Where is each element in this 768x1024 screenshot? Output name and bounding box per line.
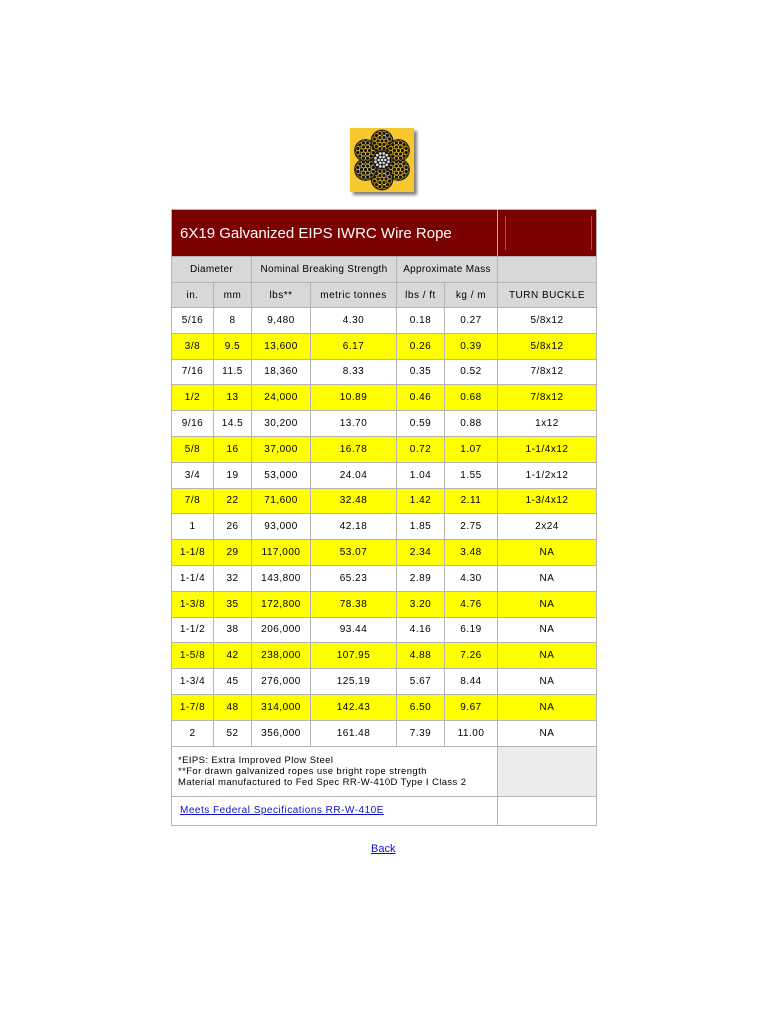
table-row bbox=[172, 462, 597, 488]
cell-breaking-tonnes: 13.70 bbox=[311, 411, 397, 437]
cell-diameter-in: 1-1/2 bbox=[172, 617, 214, 643]
cell-mass-kg-m: 1.07 bbox=[445, 436, 498, 462]
cell-diameter-mm: 42 bbox=[214, 643, 252, 669]
cell-mass-kg-m: 11.00 bbox=[445, 720, 498, 746]
cell-mass-lbs-ft: 1.85 bbox=[397, 514, 445, 540]
cell-mass-lbs-ft: 0.72 bbox=[397, 436, 445, 462]
cell-turn-buckle: 1-1/4x12 bbox=[498, 436, 597, 462]
cell-diameter-in: 3/8 bbox=[172, 333, 214, 359]
table-row bbox=[172, 411, 597, 437]
group-header-blank bbox=[498, 257, 597, 283]
cell-diameter-mm: 11.5 bbox=[214, 359, 252, 385]
table-row bbox=[172, 308, 597, 334]
cell-diameter-mm: 26 bbox=[214, 514, 252, 540]
cell-breaking-lbs: 238,000 bbox=[252, 643, 311, 669]
cell-diameter-in: 5/16 bbox=[172, 308, 214, 334]
cell-breaking-tonnes: 125.19 bbox=[311, 669, 397, 695]
cell-turn-buckle: NA bbox=[498, 694, 597, 720]
cell-turn-buckle: NA bbox=[498, 565, 597, 591]
cell-turn-buckle: 1-1/2x12 bbox=[498, 462, 597, 488]
cell-diameter-mm: 29 bbox=[214, 540, 252, 566]
footnote-galvanized: **For drawn galvanized ropes use bright rope strength bbox=[178, 765, 427, 777]
cell-mass-lbs-ft: 1.42 bbox=[397, 488, 445, 514]
cell-mass-kg-m: 0.52 bbox=[445, 359, 498, 385]
cell-breaking-lbs: 37,000 bbox=[252, 436, 311, 462]
cell-turn-buckle: NA bbox=[498, 540, 597, 566]
cell-mass-kg-m: 1.55 bbox=[445, 462, 498, 488]
cell-breaking-lbs: 13,600 bbox=[252, 333, 311, 359]
cell-breaking-tonnes: 4.30 bbox=[311, 308, 397, 334]
spec-link-side-blank bbox=[498, 796, 597, 825]
cell-mass-lbs-ft: 0.59 bbox=[397, 411, 445, 437]
cell-breaking-lbs: 18,360 bbox=[252, 359, 311, 385]
group-header-strength: Nominal Breaking Strength bbox=[252, 257, 397, 283]
cell-breaking-tonnes: 93.44 bbox=[311, 617, 397, 643]
table-row bbox=[172, 694, 597, 720]
cell-turn-buckle: NA bbox=[498, 591, 597, 617]
table-row bbox=[172, 617, 597, 643]
cell-diameter-mm: 9.5 bbox=[214, 333, 252, 359]
cell-breaking-tonnes: 8.33 bbox=[311, 359, 397, 385]
cell-mass-kg-m: 8.44 bbox=[445, 669, 498, 695]
wire-rope-spec-table bbox=[171, 209, 597, 826]
cell-diameter-mm: 52 bbox=[214, 720, 252, 746]
cell-diameter-in: 1-3/4 bbox=[172, 669, 214, 695]
cell-turn-buckle: 1x12 bbox=[498, 411, 597, 437]
cell-diameter-in: 1 bbox=[172, 514, 214, 540]
cell-breaking-tonnes: 142.43 bbox=[311, 694, 397, 720]
column-header-lbs-per-ft: lbs / ft bbox=[397, 283, 445, 308]
table-row bbox=[172, 488, 597, 514]
cell-breaking-lbs: 53,000 bbox=[252, 462, 311, 488]
table-row bbox=[172, 540, 597, 566]
cell-turn-buckle: 7/8x12 bbox=[498, 359, 597, 385]
cell-diameter-mm: 16 bbox=[214, 436, 252, 462]
table-row bbox=[172, 333, 597, 359]
cell-breaking-tonnes: 42.18 bbox=[311, 514, 397, 540]
cell-turn-buckle: NA bbox=[498, 617, 597, 643]
table-row bbox=[172, 385, 597, 411]
cell-mass-kg-m: 2.11 bbox=[445, 488, 498, 514]
cell-mass-lbs-ft: 1.04 bbox=[397, 462, 445, 488]
cell-breaking-tonnes: 161.48 bbox=[311, 720, 397, 746]
cell-breaking-lbs: 356,000 bbox=[252, 720, 311, 746]
cell-breaking-tonnes: 107.95 bbox=[311, 643, 397, 669]
cell-mass-lbs-ft: 4.88 bbox=[397, 643, 445, 669]
cell-breaking-lbs: 93,000 bbox=[252, 514, 311, 540]
cell-breaking-tonnes: 16.78 bbox=[311, 436, 397, 462]
footnote-side-blank bbox=[498, 746, 597, 796]
cell-mass-lbs-ft: 3.20 bbox=[397, 591, 445, 617]
table-row bbox=[172, 643, 597, 669]
cell-diameter-in: 1-3/8 bbox=[172, 591, 214, 617]
cell-diameter-in: 1-5/8 bbox=[172, 643, 214, 669]
cell-breaking-lbs: 30,200 bbox=[252, 411, 311, 437]
cell-diameter-mm: 48 bbox=[214, 694, 252, 720]
title-side-panel bbox=[498, 210, 597, 257]
footnote-fed-spec: Material manufactured to Fed Spec RR-W-410D Type I Class 2 bbox=[178, 776, 467, 788]
cell-diameter-in: 9/16 bbox=[172, 411, 214, 437]
group-header-mass: Approximate Mass bbox=[397, 257, 498, 283]
cell-breaking-lbs: 206,000 bbox=[252, 617, 311, 643]
table-row bbox=[172, 591, 597, 617]
cell-turn-buckle: 5/8x12 bbox=[498, 333, 597, 359]
cell-mass-lbs-ft: 0.26 bbox=[397, 333, 445, 359]
cell-diameter-in: 1-1/8 bbox=[172, 540, 214, 566]
cell-diameter-mm: 45 bbox=[214, 669, 252, 695]
table-row bbox=[172, 514, 597, 540]
cell-breaking-tonnes: 24.04 bbox=[311, 462, 397, 488]
column-header-kg-per-m: kg / m bbox=[445, 283, 498, 308]
cell-breaking-lbs: 314,000 bbox=[252, 694, 311, 720]
cell-breaking-lbs: 24,000 bbox=[252, 385, 311, 411]
table-row bbox=[172, 436, 597, 462]
cell-mass-lbs-ft: 0.46 bbox=[397, 385, 445, 411]
column-header-metric-tonnes: metric tonnes bbox=[311, 283, 397, 308]
federal-spec-link[interactable]: Meets Federal Specifications RR-W-410E bbox=[180, 805, 384, 817]
footnote-eips: *EIPS: Extra Improved Plow Steel bbox=[178, 754, 334, 766]
cell-breaking-lbs: 117,000 bbox=[252, 540, 311, 566]
cell-diameter-in: 1/2 bbox=[172, 385, 214, 411]
cell-breaking-tonnes: 53.07 bbox=[311, 540, 397, 566]
cell-breaking-tonnes: 6.17 bbox=[311, 333, 397, 359]
cell-mass-kg-m: 7.26 bbox=[445, 643, 498, 669]
cell-diameter-in: 7/8 bbox=[172, 488, 214, 514]
cell-turn-buckle: NA bbox=[498, 720, 597, 746]
cell-turn-buckle: 7/8x12 bbox=[498, 385, 597, 411]
cell-turn-buckle: NA bbox=[498, 643, 597, 669]
cell-diameter-mm: 32 bbox=[214, 565, 252, 591]
cell-turn-buckle: 5/8x12 bbox=[498, 308, 597, 334]
table-row bbox=[172, 359, 597, 385]
cell-diameter-in: 3/4 bbox=[172, 462, 214, 488]
cell-mass-kg-m: 9.67 bbox=[445, 694, 498, 720]
wire-rope-logo bbox=[350, 128, 414, 192]
cell-mass-lbs-ft: 7.39 bbox=[397, 720, 445, 746]
cell-mass-kg-m: 3.48 bbox=[445, 540, 498, 566]
cell-breaking-lbs: 276,000 bbox=[252, 669, 311, 695]
cell-diameter-mm: 22 bbox=[214, 488, 252, 514]
cell-breaking-tonnes: 32.48 bbox=[311, 488, 397, 514]
spec-link-cell bbox=[172, 796, 498, 825]
cell-breaking-tonnes: 10.89 bbox=[311, 385, 397, 411]
cell-diameter-mm: 8 bbox=[214, 308, 252, 334]
cell-mass-lbs-ft: 5.67 bbox=[397, 669, 445, 695]
cell-mass-lbs-ft: 2.34 bbox=[397, 540, 445, 566]
cell-mass-lbs-ft: 6.50 bbox=[397, 694, 445, 720]
table-row bbox=[172, 669, 597, 695]
cell-breaking-tonnes: 78.38 bbox=[311, 591, 397, 617]
cell-diameter-in: 1-7/8 bbox=[172, 694, 214, 720]
cell-breaking-lbs: 143,800 bbox=[252, 565, 311, 591]
table-row bbox=[172, 720, 597, 746]
cell-breaking-lbs: 71,600 bbox=[252, 488, 311, 514]
cell-diameter-mm: 38 bbox=[214, 617, 252, 643]
cell-mass-kg-m: 4.30 bbox=[445, 565, 498, 591]
cell-diameter-in: 2 bbox=[172, 720, 214, 746]
cell-mass-lbs-ft: 0.35 bbox=[397, 359, 445, 385]
cell-mass-lbs-ft: 4.16 bbox=[397, 617, 445, 643]
cell-turn-buckle: 2x24 bbox=[498, 514, 597, 540]
back-link[interactable]: Back bbox=[371, 843, 396, 855]
cell-mass-kg-m: 0.88 bbox=[445, 411, 498, 437]
cell-diameter-mm: 13 bbox=[214, 385, 252, 411]
cell-mass-kg-m: 0.39 bbox=[445, 333, 498, 359]
column-header-in: in. bbox=[172, 283, 214, 308]
cell-mass-kg-m: 6.19 bbox=[445, 617, 498, 643]
cell-mass-kg-m: 4.76 bbox=[445, 591, 498, 617]
cell-diameter-mm: 19 bbox=[214, 462, 252, 488]
cell-mass-kg-m: 0.27 bbox=[445, 308, 498, 334]
cell-turn-buckle: 1-3/4x12 bbox=[498, 488, 597, 514]
cell-diameter-mm: 14.5 bbox=[214, 411, 252, 437]
table-title: 6X19 Galvanized EIPS IWRC Wire Rope bbox=[172, 210, 498, 257]
column-header-mm: mm bbox=[214, 283, 252, 308]
cell-mass-kg-m: 2.75 bbox=[445, 514, 498, 540]
cell-breaking-lbs: 172,800 bbox=[252, 591, 311, 617]
cell-breaking-tonnes: 65.23 bbox=[311, 565, 397, 591]
cell-turn-buckle: NA bbox=[498, 669, 597, 695]
cell-mass-lbs-ft: 0.18 bbox=[397, 308, 445, 334]
cell-diameter-in: 5/8 bbox=[172, 436, 214, 462]
footnotes bbox=[172, 746, 498, 796]
cell-breaking-lbs: 9,480 bbox=[252, 308, 311, 334]
cell-diameter-in: 7/16 bbox=[172, 359, 214, 385]
cell-diameter-in: 1-1/4 bbox=[172, 565, 214, 591]
cell-mass-lbs-ft: 2.89 bbox=[397, 565, 445, 591]
column-header-turn-buckle: TURN BUCKLE bbox=[498, 283, 597, 308]
wire-rope-cross-section-icon bbox=[350, 128, 414, 192]
cell-diameter-mm: 35 bbox=[214, 591, 252, 617]
group-header-diameter: Diameter bbox=[172, 257, 252, 283]
table-row bbox=[172, 565, 597, 591]
column-header-lbs: lbs** bbox=[252, 283, 311, 308]
cell-mass-kg-m: 0.68 bbox=[445, 385, 498, 411]
